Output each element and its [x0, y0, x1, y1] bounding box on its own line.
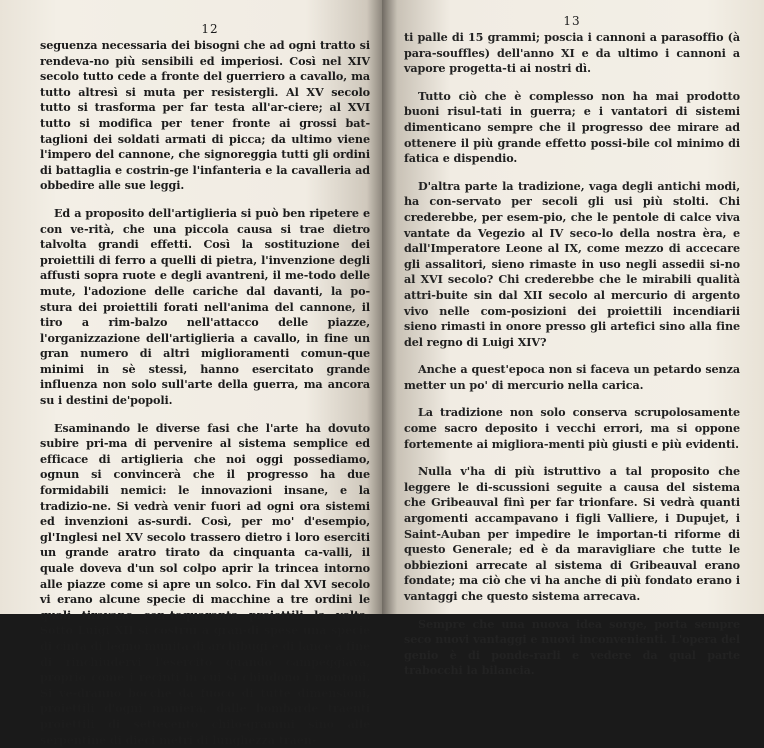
paragraph: Nulla v'ha di più istruttivo a tal proposito che leggere le di-scussioni seguite a causa del sistema che Gribeauval finì per far trionfare. Si vedrà quanti argomenti accampavano i figli Valliere, i Dupujet, i Saint-Auban per impedire le importan-ti riforme di questo Generale; ed è da maravigliare che tutte le obbiezioni arrecate al sistema di Gribeauval erano fondate; ma ciò che vi ha anche di più fondato erano i vantaggi che questo sistema arrecava. — [404, 464, 740, 603]
paragraph: seguenza necessaria dei bisogni che ad ogni tratto si rendeva-no più sensibili ed imperiosi. Così nel XIV secolo tutto cede a fronte del guerriero a cavallo, ma tutto altresì si muta per resistergli. Al XV secolo tutto si trasforma per far testa all'ar-ciere; al XVI tutto si modifica per tener fronte ai grossi bat-taglioni dei soldati armati di picca; da ultimo viene l'impero del cannone, che signoreggia tutti gli ordini di battaglia e costrin-ge l'infanteria e la cavalleria ad obbedire alle sue leggi. — [40, 38, 370, 193]
paragraph: Sempre che una nuova idea sorge, porta sempre seco nuovi vantaggi e nuovi inconvenienti. L'opera del genio è di ponde-rarli e vedere da qual parte trabocchi la bilancia. — [404, 616, 740, 678]
left-page — [0, 0, 382, 747]
right-page — [382, 0, 764, 678]
page-number: 12 — [201, 22, 219, 36]
paragraph: D'altra parte la tradizione, vaga degli antichi modi, ha con-servato per secoli gli usi più stolti. Chi crederebbe, per esem-pio, che le pentole di calce viva vantate da Vegezio al IV seco-lo della nostra èra, e dall'Imperatore Leone al IX, come mezzo di accecare gli assalitori, sieno rimaste in uso negli assedii si-no al XVI secolo? Chi crederebbe che le mirabili qualità attri-buite sin dal XII secolo al mercurio di argento vivo nelle com-posizioni dei proiettili incendiarii sieno rimasti in onore presso gli artefici sino alla fine del regno di Luigi XIV? — [404, 178, 740, 349]
paragraph: Tutto ciò che è complesso non ha mai prodotto buoni risul-tati in guerra; e i vantatori di sistemi dimenticano sempre che il progresso dee mirare ad ottenere il più grande effetto possi-bile col minimo di fatica e dispendio. — [404, 88, 740, 166]
paragraph: ti palle di 15 grammi; poscia i cannoni a parasoffio (à para-souffles) dell'anno XI e da ultimo i cannoni a vapore progetta-ti ai nostri dì. — [404, 30, 740, 76]
paragraph: Esaminando le diverse fasi che l'arte ha dovuto subire pri-ma di pervenire al sistema semplice ed efficace di artiglieria che noi oggi possediamo, ognun si convincerà che il progresso ha due formidabili nemici: le innovazioni insane, e la tradizio-ne. Si vedrà venir fuori ad ogni ora sistemi ed invenzioni as-surdi. Così, per mo' d'esempio, gl'Inglesi nel XV secolo trassero dietro i loro eserciti un grande aratro tirato da cinquanta ca-valli, il quale doveva d'un sol colpo aprir la trincea intorno alle piazze come si apre un solco. Fin dal XVI secolo vi erano alcune specie di macchine a tre ordini le quali tiravano cen-toquaranta proiettili la volta. Sotto Luigi XII si costruì a gran-di spese una specie di cinta di legno munita di archibugi e di lance a fine di rinchiudervi l'esercito quando campeggiava, proprio come i recinti in cui si chiudono i montoni. Si ve-dranno bocche da fuoco di tutte dimensioni, proiettili d'ogni maniera, dalle bombarde traenti proiettili di settecento chilo-grammi sino alle serpentine di dieci metri di lunghezza traen- — [40, 420, 370, 747]
paragraph: Ed a proposito dell'artiglieria si può ben ripetere e con ve-rità, che una piccola causa si trae dietro talvolta grandi effetti. Così la sostituzione dei proiettili di ferro a quelli di pietra, l'invenzione degli affusti sopra ruote e degli avantreni, il me-todo delle mute, l'adozione delle cariche dal davanti, la po-stura dei proiettili forati nell'anima del cannone, il tiro a rim-balzo nell'attacco delle piazze, l'organizzazione dell'artiglieria a cavallo, in fine un gran numero di altri miglioramenti comun-que minimi in sè stessi, hanno esercitato grande influenza non solo sull'arte della guerra, ma ancora su i destini de'popoli. — [40, 205, 370, 408]
page-number: 13 — [563, 14, 581, 28]
paragraph: Anche a quest'epoca non si faceva un petardo senza metter un po' di mercurio nella carica. — [404, 362, 740, 392]
paragraph: La tradizione non solo conserva scrupolosamente come sacro deposito i vecchi errori, ma si oppone fortemente ai migliora-menti più giusti e più evidenti. — [404, 405, 740, 451]
